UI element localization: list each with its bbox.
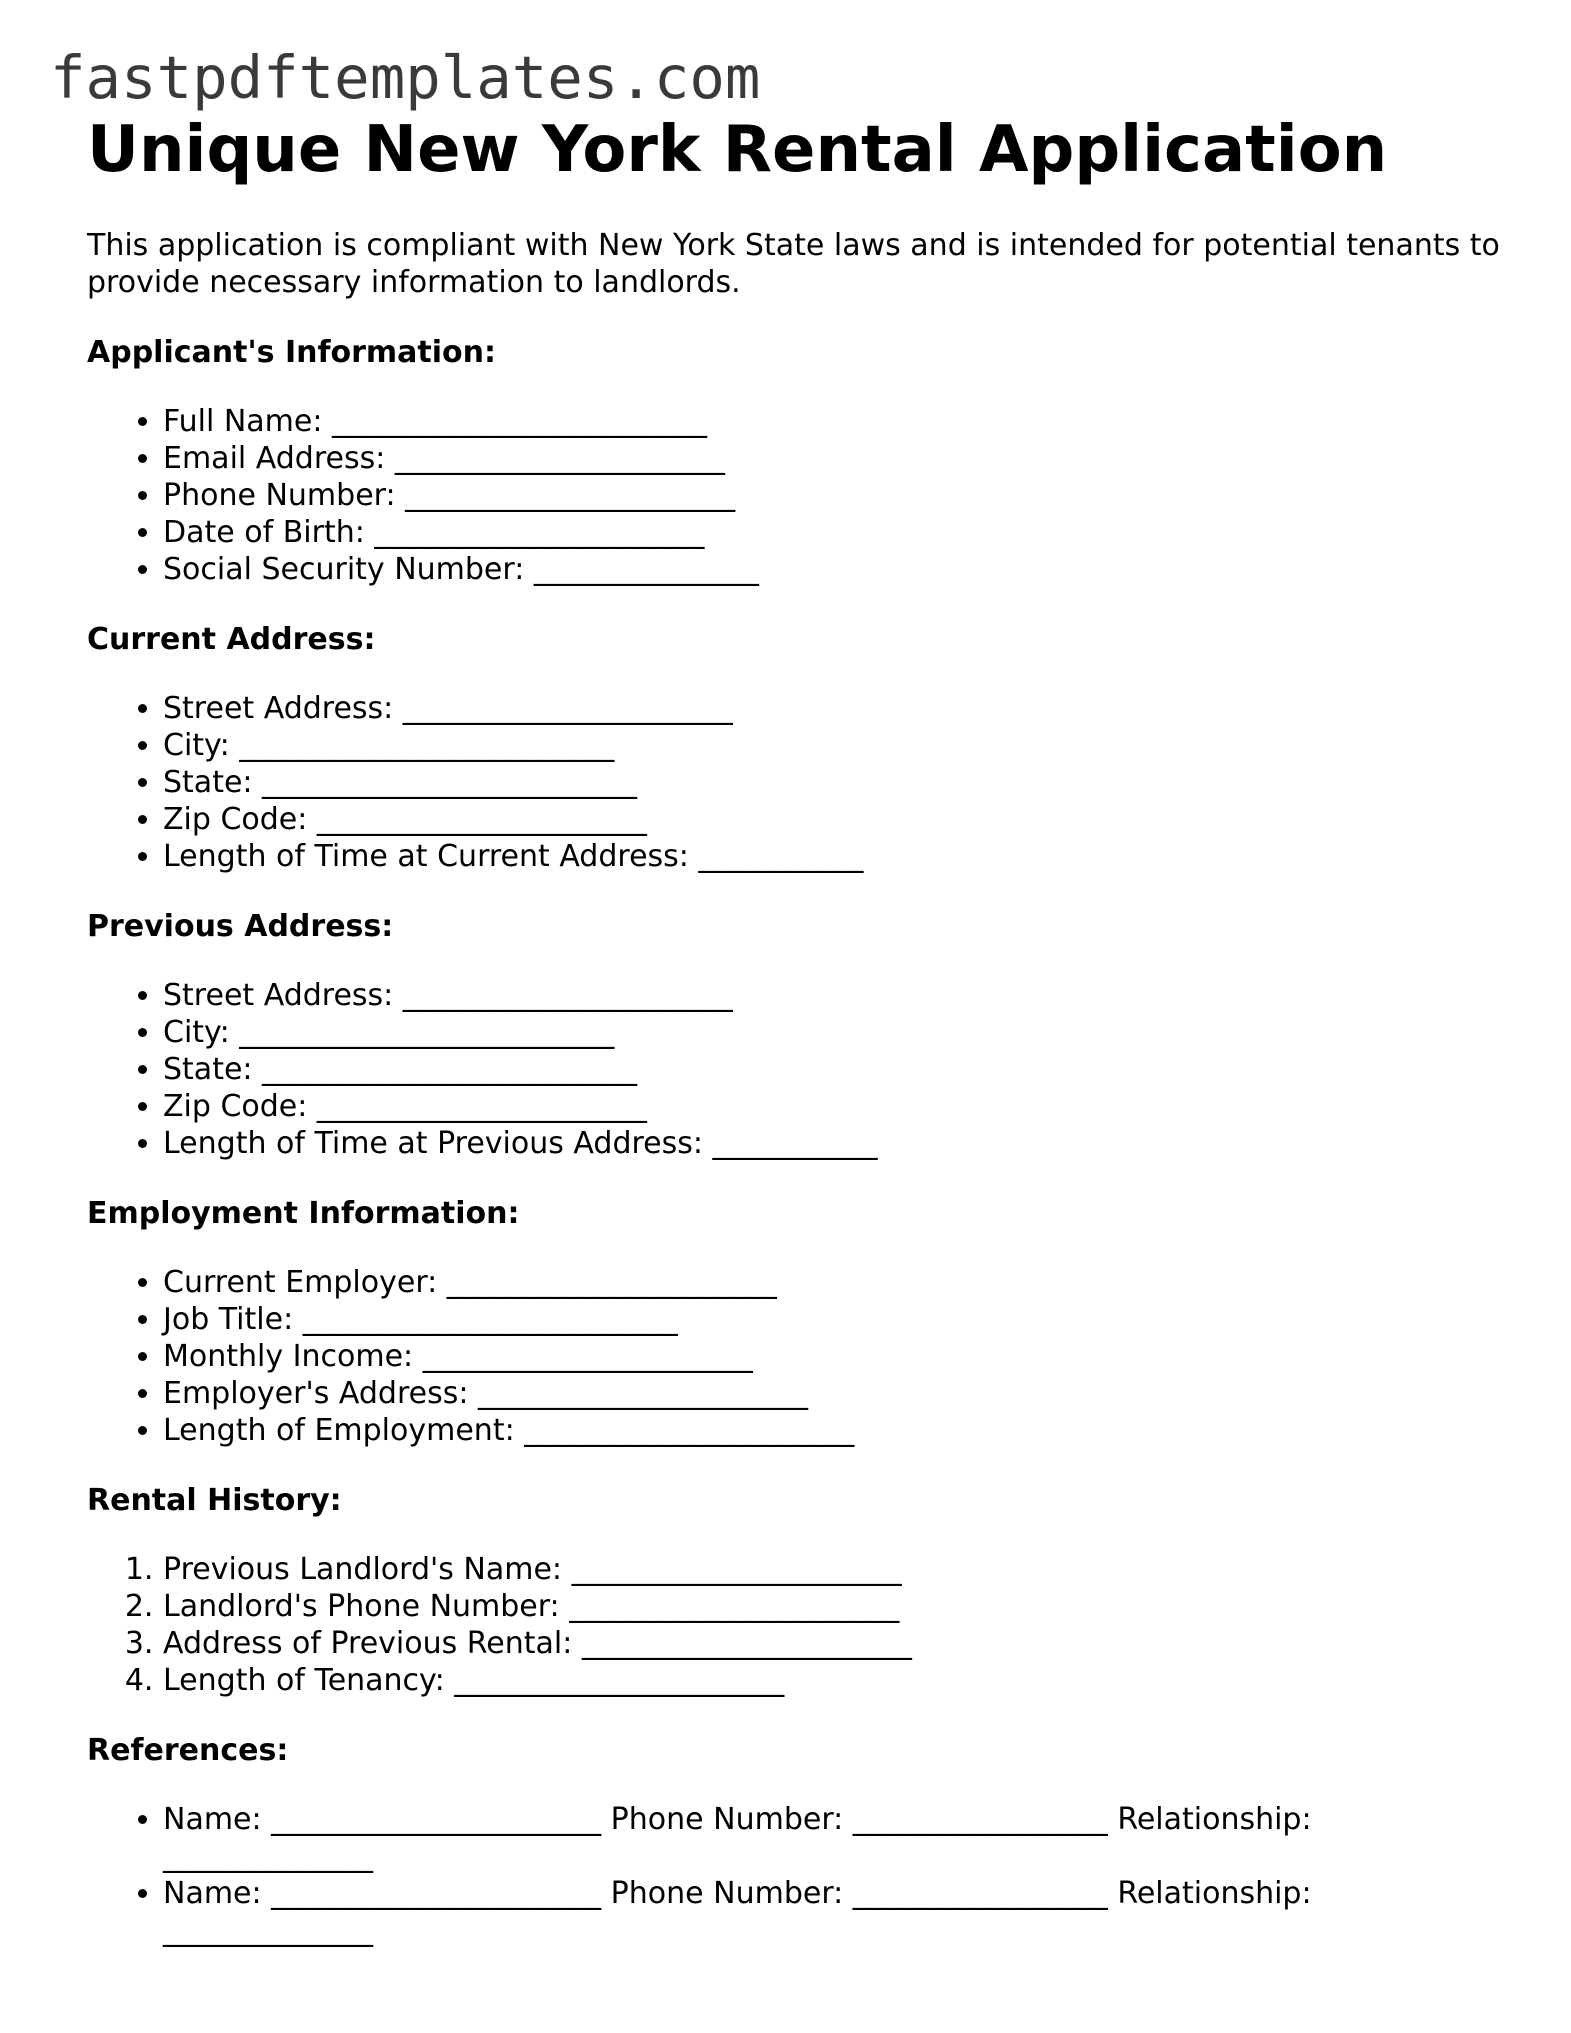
list-item: 1. Previous Landlord's Name: ______________________ [163,1551,1507,1588]
current-address-list [87,690,1507,875]
list-item: • Phone Number: ______________________ [163,477,1507,514]
list-item: 3. Address of Previous Rental: ______________________ [163,1625,1507,1662]
document-page [87,112,1507,1949]
watermark: fastpdftemplates.com [50,43,761,112]
list-item: • Zip Code: ______________________ [163,801,1507,838]
list-item: • Social Security Number: _______________ [163,551,1507,588]
list-item: • Monthly Income: ______________________ [163,1338,1507,1375]
intro-paragraph: This application is compliant with New York State laws and is intended for potential tenants to provide necessary information to landlords. [87,227,1500,300]
list-item: 2. Landlord's Phone Number: ______________________ [163,1588,1507,1625]
employment-list [87,1264,1507,1449]
previous-address-heading: Previous Address: [87,908,394,944]
list-item: • Street Address: ______________________ [163,690,1507,727]
list-item: • State: _________________________ [163,1051,1507,1088]
list-item: • Current Employer: ______________________ [163,1264,1507,1301]
list-item: • City: _________________________ [163,727,1507,764]
list-item: • Email Address: ______________________ [163,440,1507,477]
list-item: • Street Address: ______________________ [163,977,1507,1014]
references-list [87,1801,1507,1949]
applicant-list [87,403,1507,588]
list-item: • Job Title: _________________________ [163,1301,1507,1338]
list-item: • City: _________________________ [163,1014,1507,1051]
applicant-heading: Applicant's Information: [87,334,497,370]
list-item: • State: _________________________ [163,764,1507,801]
list-item: • Full Name: _________________________ [163,403,1507,440]
previous-address-list [87,977,1507,1162]
list-item: • Name: ______________________ Phone Number: _________________ Relationship: ______________ [163,1875,1507,1949]
list-item: • Length of Employment: ______________________ [163,1412,1507,1449]
list-item: • Employer's Address: ______________________ [163,1375,1507,1412]
list-item: • Date of Birth: ______________________ [163,514,1507,551]
current-address-heading: Current Address: [87,621,376,657]
rental-history-list [87,1551,1507,1699]
employment-heading: Employment Information: [87,1195,520,1231]
list-item: • Length of Time at Previous Address: ___________ [163,1125,1507,1162]
list-item: • Length of Time at Current Address: ___________ [163,838,1507,875]
rental-history-heading: Rental History: [87,1482,342,1518]
list-item: • Name: ______________________ Phone Number: _________________ Relationship: ______________ [163,1801,1507,1875]
document-title: Unique New York Rental Application [87,113,1388,187]
list-item: • Zip Code: ______________________ [163,1088,1507,1125]
references-heading: References: [87,1732,289,1768]
list-item: 4. Length of Tenancy: ______________________ [163,1662,1507,1699]
